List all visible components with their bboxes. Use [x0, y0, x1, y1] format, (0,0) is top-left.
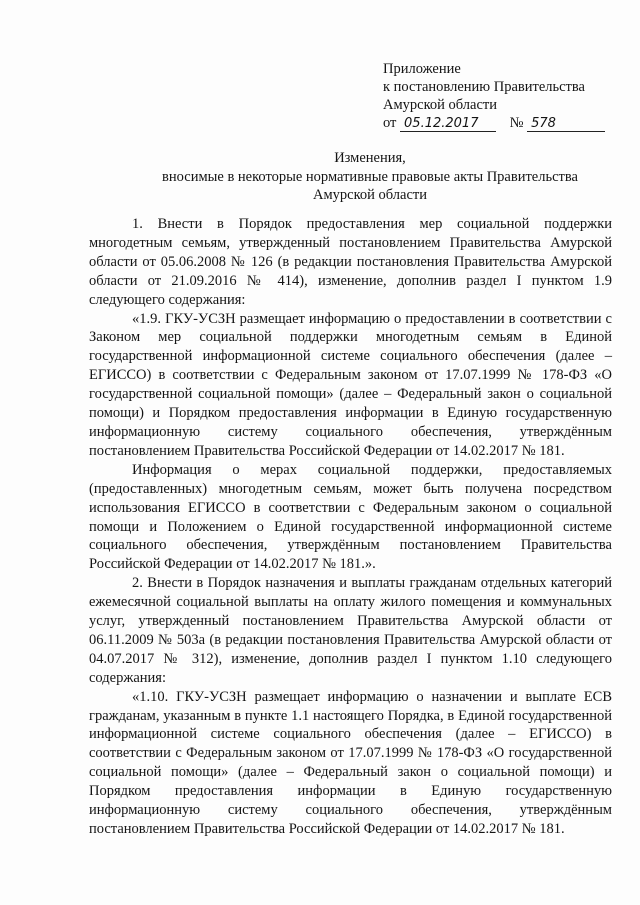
appendix-block [383, 60, 605, 132]
paragraph-2: 2. Внести в Порядок назначения и выплаты гражданам отдельных категорий ежемесячной социальной выплаты на оплату жилого помещения и коммунальных услуг, утвержденный постановлением Правительства Амурской области от 06.11.2009 № 503а (в редакции постановления Правительства Амурской области от 04.07.2017 № 312), изменение, дополнив раздел I пунктом 1.10 следующего содержания: [89, 575, 612, 686]
handwritten-date: 05.12.2017 [400, 117, 496, 132]
appendix-date-line [383, 114, 605, 132]
from-label: от [383, 115, 397, 131]
paragraph-1-9: «1.9. ГКУ-УСЗН размещает информацию о предоставлении в соответствии с Законом мер социальной поддержки многодетным семьям в Единой государственной информационной системе социального обеспечения (далее – ЕГИССО) в соответствии с Федеральным законом от 17.07.1999 № 178-ФЗ «О государственной социальной помощи» (далее – Федеральный закон о социальной помощи) и Порядком предоставления информации в Единую государственную информационную систему социального обеспечения, утверждённым постановлением Правительства Российской Федерации от 14.02.2017 № 181. [89, 310, 612, 459]
heading-title: Изменения, [334, 150, 406, 166]
appendix-title: Приложение [383, 61, 461, 77]
heading-line-2: вносимые в некоторые нормативные правовые акты Правительства [162, 168, 578, 185]
heading-line-3: Амурской области [313, 187, 427, 203]
paragraph-information: Информация о мерах социальной поддержки, предоставляемых (предоставленных) многодетным семьям, может быть получена посредством использования ЕГИССО в соответствии с Федеральным законом о социальной помощи и Положением о Единой государственной информационной системе социального обеспечения, утверждённым постановлением Правительства Российской Федерации от 14.02.2017 № 181.». [89, 461, 612, 573]
number-label: № [509, 115, 524, 131]
handwritten-number: 578 [527, 117, 605, 132]
appendix-line-3: Амурской области [383, 97, 497, 113]
heading-block [90, 149, 640, 205]
document-body [89, 215, 612, 839]
paragraph-1-10: «1.10. ГКУ-УСЗН размещает информацию о назначении и выплате ЕСВ гражданам, указанным в пункте 1.1 настоящего Порядка, в Единой государственной информационной системе социального обеспечения (далее – ЕГИССО) в соответствии с Федеральным законом от 17.07.1999 № 178-ФЗ «О государственной социальной помощи» (далее – Федеральный закон о социальной помощи) и Порядком предоставления информации в Единую государственную информационную систему социального обеспечения, утверждённым постановлением Правительства Российской Федерации от 14.02.2017 № 181. [89, 688, 612, 837]
appendix-line-2: к постановлению Правительства [383, 79, 585, 95]
paragraph-1: 1. Внести в Порядок предоставления мер социальной поддержки многодетным семьям, утвержденный постановлением Правительства Амурской области от 05.06.2008 № 126 (в редакции постановления Правительства Амурской области от 21.09.2016 № 414), изменение, дополнив раздел I пунктом 1.9 следующего содержания: [89, 216, 612, 308]
